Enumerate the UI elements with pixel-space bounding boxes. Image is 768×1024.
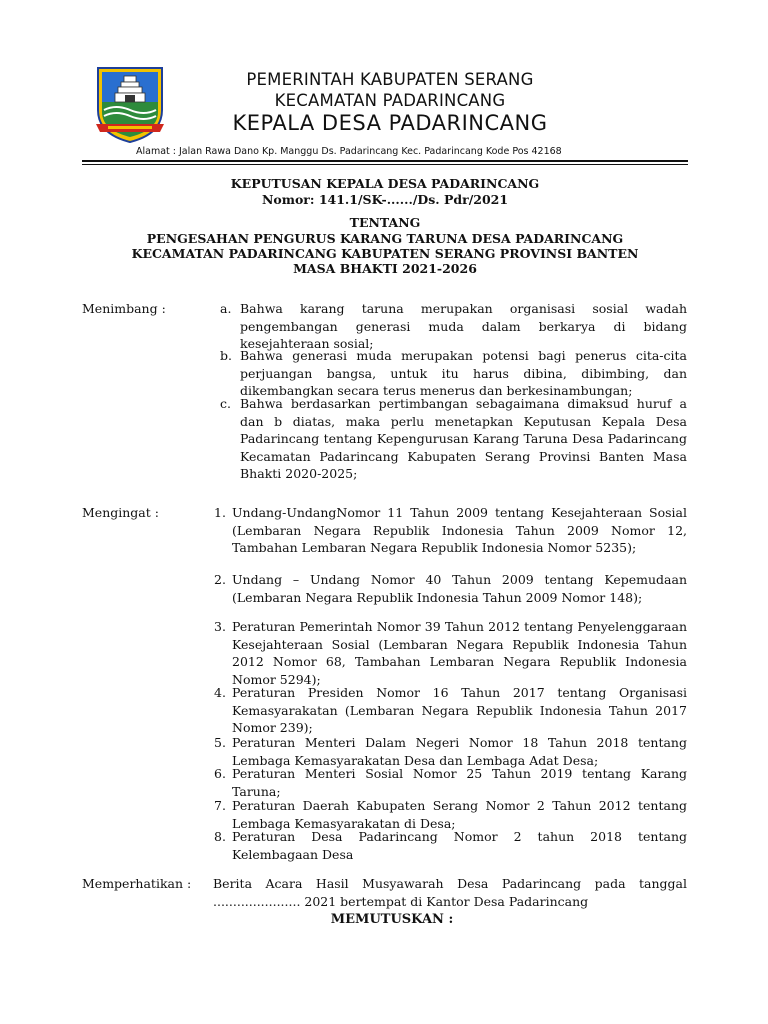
header-district: KECAMATAN PADARINCANG — [274, 91, 506, 110]
list-marker: a. — [220, 301, 232, 316]
list-item: Undang-UndangNomor 11 Tahun 2009 tentang Kesejahteraan Sosial (Lembaran Negara Republik Indonesia Tahun 2009 Nomor 12, Tambahan Lembaran Negara Republik Indonesia Nomor 5235); — [232, 505, 687, 555]
list-marker: 6. — [214, 766, 226, 781]
header-address: Alamat : Jalan Rawa Dano Kp. Manggu Ds. Padarincang Kec. Padarincang Kode Pos 42168 — [136, 146, 562, 157]
list-marker: 5. — [214, 735, 226, 750]
decree-number: Nomor: 141.1/SK-....../Ds. Pdr/2021 — [261, 192, 509, 207]
decree-subject-line1: PENGESAHAN PENGURUS KARANG TARUNA DESA PADARINCANG — [146, 231, 624, 246]
list-marker: c. — [220, 396, 231, 411]
list-marker: 1. — [214, 505, 226, 520]
section-label-memperhatikan: Memperhatikan : — [82, 876, 192, 891]
header-divider-thin — [82, 164, 688, 165]
list-item: Peraturan Menteri Dalam Negeri Nomor 18 Tahun 2018 tentang Lembaga Kemasyarakatan Desa dan Lembaga Adat Desa; — [232, 735, 687, 768]
list-item: Peraturan Pemerintah Nomor 39 Tahun 2012 tentang Penyelenggaraan Kesejahteraan Sosial (Lembaran Negara Republik Indonesia Tahun 2012 Nomor 68, Tambahan Lembaran Negara Republik Indonesia Nomor 5294); — [232, 619, 687, 687]
list-item: Bahwa berdasarkan pertimbangan sebagaimana dimaksud huruf a dan b diatas, maka perlu menetapkan Keputusan Kepala Desa Padarincang tentang Kepengurusan Karang Taruna Desa Padarincang Kecamatan Padarincang Kabupaten Serang Provinsi Banten Masa Bhakti 2020-2025; — [240, 396, 687, 481]
list-item: Bahwa generasi muda merupakan potensi bagi penerus cita-cita perjuangan bangsa, untuk itu harus dibina, dibimbing, dan dikembangkan secara terus menerus dan berkesinambungan; — [240, 348, 687, 398]
decree-subject-line3: MASA BHAKTI 2021-2026 — [293, 261, 477, 276]
memperhatikan-text: Berita Acara Hasil Musyawarah Desa Padarincang pada tanggal ...................... 2021 bertempat di Kantor Desa Padarincang — [213, 876, 687, 909]
list-marker: 2. — [214, 572, 226, 587]
list-item: Peraturan Daerah Kabupaten Serang Nomor 2 Tahun 2012 tentang Lembaga Kemasyarakatan di Desa; — [232, 798, 687, 831]
list-item: Bahwa karang taruna merupakan organisasi sosial wadah pengembangan generasi muda dalam berkarya di bidang kesejahteraan sosial; — [240, 301, 687, 351]
serang-regency-emblem — [94, 64, 166, 144]
list-marker: b. — [220, 348, 232, 363]
decree-title: KEPUTUSAN KEPALA DESA PADARINCANG — [230, 176, 540, 191]
list-marker: 8. — [214, 829, 226, 844]
list-marker: 7. — [214, 798, 226, 813]
section-label-menimbang: Menimbang : — [82, 301, 166, 316]
list-item: Peraturan Desa Padarincang Nomor 2 tahun 2018 tentang Kelembagaan Desa — [232, 829, 687, 862]
section-label-mengingat: Mengingat : — [82, 505, 159, 520]
header-village-head: KEPALA DESA PADARINCANG — [232, 111, 548, 135]
decree-about: TENTANG — [349, 215, 421, 230]
list-marker: 3. — [214, 619, 226, 634]
list-item: Peraturan Presiden Nomor 16 Tahun 2017 tentang Organisasi Kemasyarakatan (Lembaran Negara Republik Indonesia Tahun 2017 Nomor 239); — [232, 685, 687, 735]
list-marker: 4. — [214, 685, 226, 700]
decide-heading: MEMUTUSKAN : — [330, 912, 454, 927]
list-item: Peraturan Menteri Sosial Nomor 25 Tahun 2019 tentang Karang Taruna; — [232, 766, 687, 799]
header-divider-thick — [82, 160, 688, 162]
list-item: Undang – Undang Nomor 40 Tahun 2009 tentang Kepemudaan (Lembaran Negara Republik Indonesia Tahun 2009 Nomor 148); — [232, 572, 687, 605]
header-government: PEMERINTAH KABUPATEN SERANG — [246, 70, 534, 89]
decree-subject-line2: KECAMATAN PADARINCANG KABUPATEN SERANG PROVINSI BANTEN — [131, 246, 639, 261]
